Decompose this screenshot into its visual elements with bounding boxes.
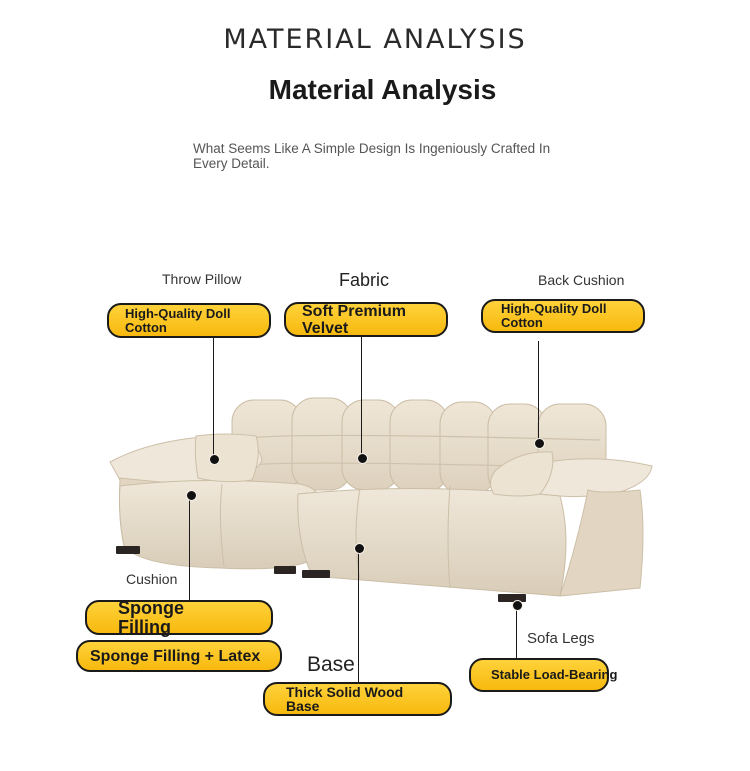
material-pill-cushion-1	[85, 597, 273, 637]
category-label-fabric: Fabric	[339, 270, 390, 290]
category-label-cushion: Cushion	[126, 571, 178, 587]
marker-dot-fabric	[357, 453, 368, 464]
category-label-back-cushion: Back Cushion	[538, 272, 625, 288]
right-seat	[298, 488, 566, 596]
leader-line-back-cushion	[538, 341, 539, 442]
left-seat	[120, 480, 319, 568]
material-pill-fabric	[284, 302, 448, 337]
category-label-base: Base	[307, 653, 355, 676]
marker-dot-sofa-legs	[512, 600, 523, 611]
category-label-sofa-legs: Sofa Legs	[527, 630, 595, 647]
material-text-cushion-2: Sponge Filling + Latex	[90, 647, 261, 665]
marker-dot-throw-pillow	[209, 454, 220, 465]
material-text-fabric: Soft Premium Velvet	[302, 302, 407, 337]
marker-dot-back-cushion	[534, 438, 545, 449]
material-pill-back-cushion	[481, 299, 645, 333]
material-pill-throw-pillow	[107, 303, 271, 338]
material-text-throw-pillow: High-Quality Doll Cotton	[125, 305, 231, 335]
leader-line-sofa-legs	[516, 604, 517, 658]
material-text-back-cushion: High-Quality Doll Cotton	[501, 301, 607, 330]
material-pill-base	[263, 682, 452, 716]
material-pill-cushion-2	[76, 640, 282, 672]
leader-line-base	[358, 547, 359, 683]
material-text-base: Thick Solid Wood Base	[286, 684, 404, 714]
page-title: Material Analysis	[268, 74, 497, 105]
marker-dot-base	[354, 543, 365, 554]
material-text-sofa-legs: Stable Load-Bearing	[491, 667, 618, 682]
material-text-cushion-1: Sponge Filling	[118, 597, 184, 637]
page-title-light: MATERIAL ANALYSIS	[223, 24, 527, 55]
leader-line-fabric	[361, 337, 362, 458]
leader-line-throw-pillow	[213, 337, 214, 458]
category-label-throw-pillow: Throw Pillow	[162, 271, 242, 287]
left-pillow	[195, 434, 258, 482]
marker-dot-cushion	[186, 490, 197, 501]
leader-line-cushion	[189, 493, 190, 601]
material-pill-sofa-legs	[469, 658, 618, 692]
page-subtitle: What Seems Like A Simple Design Is Ingeniously Crafted In Every Detail.	[193, 141, 551, 171]
